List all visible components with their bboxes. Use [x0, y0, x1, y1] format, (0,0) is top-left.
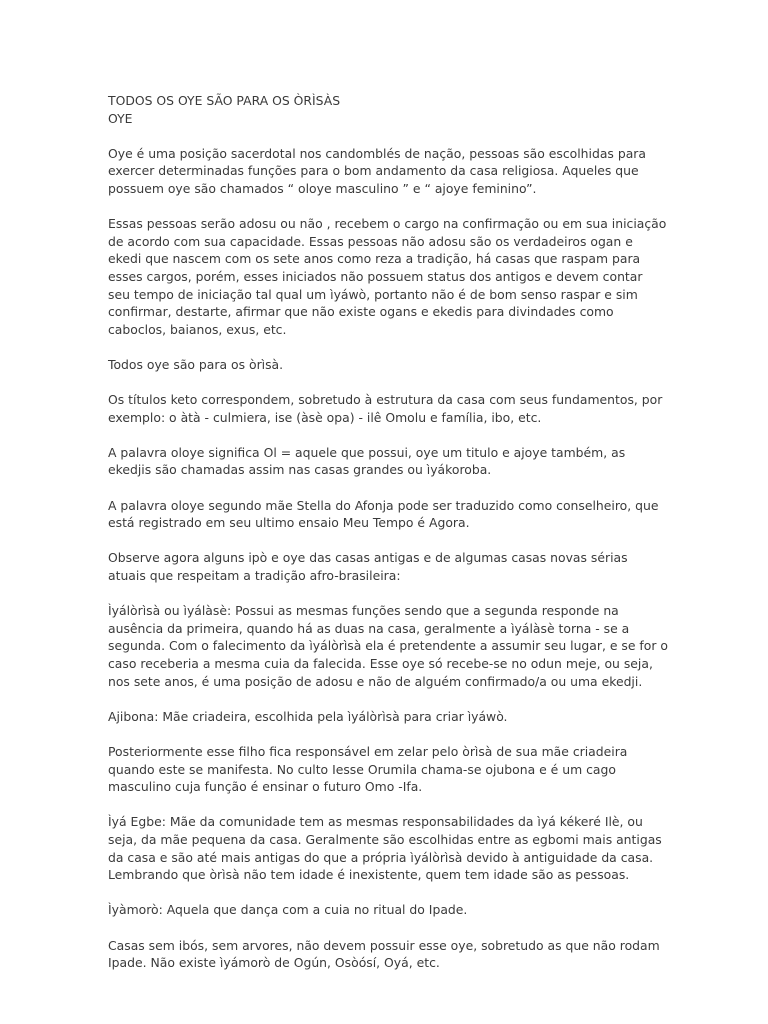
paragraph-mae-stella: A palavra oloye segundo mãe Stella do Afonja pode ser traduzido como conselheiro, que está registrado em seu ultimo ensaio Meu Tempo é Agora.: [108, 497, 659, 531]
document-title: TODOS OS OYE SÃO PARA OS ÒRÌSÀS: [108, 93, 341, 108]
paragraph-iyamoro: Ìyàmorò: Aquela que dança com a cuia no ritual do Ipade.: [108, 902, 468, 918]
paragraph-oloye-significa: A palavra oloye significa Ol = aquele que possui, oye um titulo e ajoye também, as ekedjis são chamadas assim nas casas grandes ou ìyákoroba.: [108, 444, 626, 478]
paragraph-iya-egbe: Ìyá Egbe: Mãe da comunidade tem as mesmas responsabilidades da ìyá kékeré Ilè, ou seja, da mãe pequena da casa. Geralmente são escolhidas entre as egbomi mais antigas da casa e são até mais antigas do que a própria ìyálòrìsà devido à antiguidade da casa. Lembrando que òrìsà não tem idade é inexistente, quem tem idade são as pessoas.: [108, 814, 662, 883]
document-subtitle: OYE: [108, 110, 133, 126]
document-body: [108, 92, 668, 972]
paragraph-adosu: Essas pessoas serão adosu ou não , recebem o cargo na confirmação ou em sua iniciação de acordo com sua capacidade. Essas pessoas não adosu são os verdadeiros ogan e ekedi que nascem com os sete anos como reza a tradição, há casas que raspam para esses cargos, porém, esses iniciados não possuem status dos antigos e devem contar seu tempo de iniciação tal qual um ìyáwò, portanto não é de bom senso raspar e sim confirmar, destarte, afirmar que não existe ogans e ekedis para divindades como caboclos, baianos, exus, etc.: [108, 216, 667, 337]
paragraph-casas-sem-ibos: Casas sem ibós, sem arvores, não devem possuir esse oye, sobretudo as que não rodam Ipade. Não existe ìyámorò de Ogún, Osòósí, Oyá, etc.: [108, 937, 660, 971]
paragraph-ajibona: Ajibona: Mãe criadeira, escolhida pela ìyálòrìsà para criar ìyáwò.: [108, 708, 508, 724]
paragraph-todos-oye: Todos oye são para os òrìsà.: [108, 356, 284, 372]
paragraph-posteriormente: Posteriormente esse filho fica responsável em zelar pelo òrìsà de sua mãe criadeira quando este se manifesta. No culto Iesse Orumila chama-se ojubona e é um cago masculino cuja função é ensinar o futuro Omo -Ifa.: [108, 743, 628, 795]
paragraph-iyalorisa: Ìyálòrìsà ou ìyálàsè: Possui as mesmas funções sendo que a segunda responde na ausência da primeira, quando há as duas na casa, geralmente a ìyálàsè torna - se a segunda. Com o falecimento da ìyálòrìsà ela é pretendente a assumir seu lugar, e se for o caso receberia a mesma cuia da falecida. Esse oye só recebe-se no odun meje, ou seja, nos sete anos, é uma posição de adosu e não de alguém confirmado/a ou uma ekedji.: [108, 603, 668, 689]
paragraph-oye-definition: Oye é uma posição sacerdotal nos candomblés de nação, pessoas são escolhidas para exercer determinadas funções para o bom andamento da casa religiosa. Aqueles que possuem oye são chamados “ oloye masculino ” e “ ajoye feminino”.: [108, 145, 646, 196]
paragraph-titulos-keto: Os títulos keto correspondem, sobretudo à estrutura da casa com seus fundamentos, por exemplo: o àtà - culmiera, ise (àsè opa) - ilê Omolu e família, ibo, etc.: [108, 392, 663, 425]
paragraph-observe: Observe agora alguns ipò e oye das casas antigas e de algumas casas novas sérias atuais que respeitam a tradição afro-brasileira:: [108, 550, 628, 584]
